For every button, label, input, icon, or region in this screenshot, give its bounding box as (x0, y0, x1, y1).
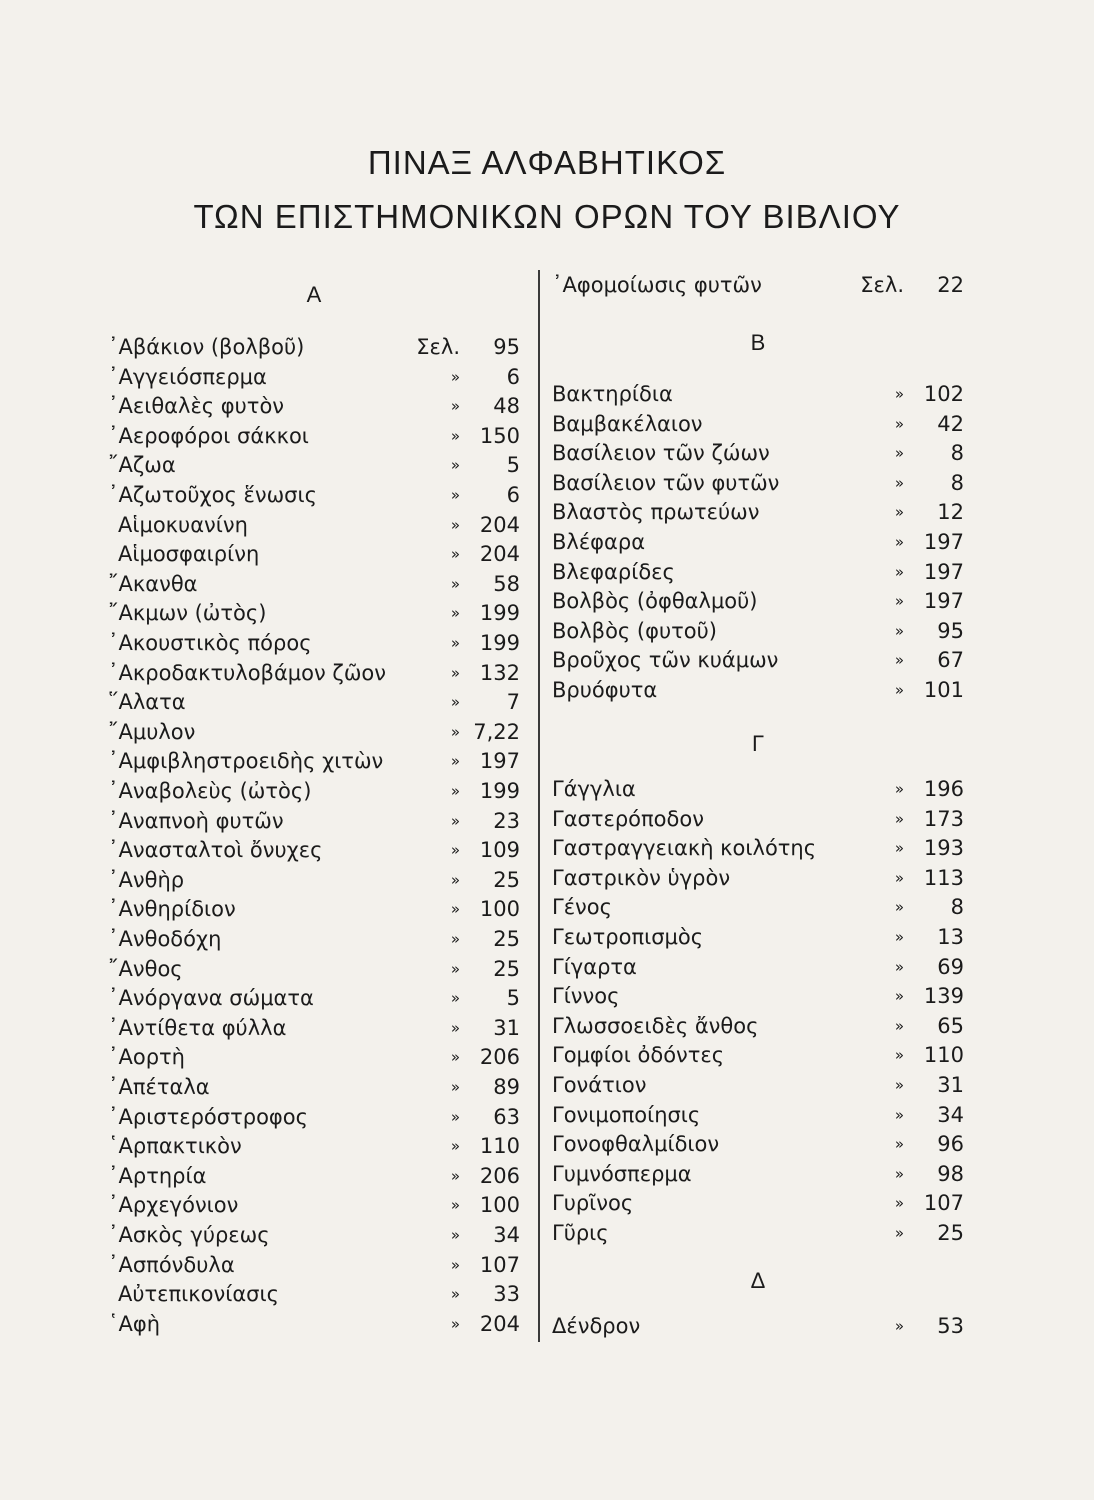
entry-page: 197 (923, 560, 964, 584)
entry-term: Γαστρικὸν ὑγρὸν (552, 866, 731, 890)
entry-term: Γυρῖνος (552, 1191, 634, 1215)
ditto-mark: » (894, 533, 904, 551)
index-entry (108, 746, 520, 776)
index-entry (552, 1159, 964, 1189)
ditto-mark: » (894, 928, 904, 946)
entry-term: ᾿Αναπνοὴ φυτῶν (108, 809, 284, 833)
ditto-mark: » (450, 664, 460, 682)
index-entry (108, 1013, 520, 1043)
entry-term: Γίγαρτα (552, 955, 637, 979)
index-entry (552, 922, 964, 952)
entry-term: ῾Αρπακτικὸν (108, 1134, 242, 1158)
index-entry (108, 421, 520, 451)
entry-page: 96 (937, 1132, 964, 1156)
index-entry (108, 569, 520, 599)
entry-page: 25 (493, 957, 520, 981)
ditto-mark: » (894, 415, 904, 433)
entry-term: Δένδρον (552, 1314, 641, 1338)
entry-term: ᾿Ανθοδόχη (108, 927, 222, 951)
index-entry (552, 675, 964, 705)
entry-term: Βλεφαρίδες (552, 560, 675, 584)
entry-term: Γίννος (552, 984, 620, 1008)
ditto-mark: » (894, 563, 904, 581)
ditto-mark: » (450, 900, 460, 918)
ditto-mark: » (450, 1019, 460, 1037)
ditto-mark: » (450, 1315, 460, 1333)
index-entry (552, 863, 964, 893)
entry-page: 7,22 (473, 720, 520, 744)
entry-page: 204 (479, 513, 520, 537)
entry-term: Βασίλειον τῶν φυτῶν (552, 471, 780, 495)
entry-page: 22 (937, 273, 964, 297)
index-entry (552, 586, 964, 616)
entry-page: 199 (479, 601, 520, 625)
entry-term: Γλωσσοειδὲς ἄνθος (552, 1014, 759, 1038)
index-entry (552, 833, 964, 863)
entry-term: ᾿Αβάκιον (βολβοῦ) (108, 335, 305, 359)
ditto-mark: » (450, 989, 460, 1007)
entry-term: Γονάτιον (552, 1073, 647, 1097)
index-entry (108, 1072, 520, 1102)
page-prefix: Σελ. (416, 335, 460, 359)
ditto-mark: » (450, 1226, 460, 1244)
index-entry (108, 1042, 520, 1072)
entry-term: ᾿Αναβολεὺς (ὠτὸς) (108, 779, 312, 803)
index-entry (108, 1102, 520, 1132)
entry-term: ᾿Αζωτοῦχος ἕνωσις (108, 483, 317, 507)
entry-page: 5 (506, 453, 520, 477)
entry-page: 31 (937, 1073, 964, 1097)
index-entry (108, 510, 520, 540)
ditto-mark: » (450, 575, 460, 593)
entry-term: Βαμβακέλαιον (552, 412, 703, 436)
ditto-mark: » (894, 681, 904, 699)
index-entry (552, 774, 964, 804)
entry-term: ᾿Ανθηρίδιον (108, 897, 236, 921)
entry-page: 102 (923, 382, 964, 406)
entry-page: 58 (493, 572, 520, 596)
index-entry (108, 628, 520, 658)
ditto-mark: » (894, 1135, 904, 1153)
index-entry (108, 450, 520, 480)
entry-page: 5 (506, 986, 520, 1010)
entry-page: 100 (479, 1193, 520, 1217)
ditto-mark: » (450, 960, 460, 978)
ditto-mark: » (450, 1108, 460, 1126)
index-entry (552, 1040, 964, 1070)
index-entry (108, 1279, 520, 1309)
index-entry (108, 954, 520, 984)
entry-page: 107 (479, 1253, 520, 1277)
index-entry (108, 1220, 520, 1250)
index-entry (108, 1309, 520, 1339)
entry-page: 150 (479, 424, 520, 448)
ditto-mark: » (450, 368, 460, 386)
index-entry (552, 1070, 964, 1100)
index-entry (108, 539, 520, 569)
entry-term: Γονοφθαλμίδιον (552, 1132, 720, 1156)
index-entry (552, 270, 964, 300)
ditto-mark: » (450, 456, 460, 474)
entry-term: ῞Αλατα (108, 690, 186, 714)
index-entry (552, 1188, 964, 1218)
ditto-mark: » (894, 592, 904, 610)
ditto-mark: » (894, 1017, 904, 1035)
entry-term: ᾿Ανόργανα σώματα (108, 986, 314, 1010)
entry-page: 67 (937, 648, 964, 672)
entry-term: Βολβὸς (ὀφθαλμοῦ) (552, 589, 758, 613)
entry-term: ῎Ανθος (108, 957, 183, 981)
index-entry (552, 409, 964, 439)
entry-page: 34 (493, 1223, 520, 1247)
ditto-mark: » (894, 1317, 904, 1335)
entry-term: Γεωτροπισμὸς (552, 925, 704, 949)
ditto-mark: » (450, 397, 460, 415)
ditto-mark: » (894, 1165, 904, 1183)
ditto-mark: » (894, 651, 904, 669)
ditto-mark: » (450, 693, 460, 711)
index-entry (108, 806, 520, 836)
entry-page: 13 (937, 925, 964, 949)
index-entry (552, 1100, 964, 1130)
entry-term: ᾿Αειθαλὲς φυτὸν (108, 394, 285, 418)
ditto-mark: » (450, 1196, 460, 1214)
index-entry (108, 658, 520, 688)
entry-term: Γένος (552, 895, 612, 919)
entry-page: 100 (479, 897, 520, 921)
ditto-mark: » (450, 1285, 460, 1303)
ditto-mark: » (894, 810, 904, 828)
entry-page: 139 (923, 984, 964, 1008)
entry-page: 107 (923, 1191, 964, 1215)
ditto-mark: » (450, 1078, 460, 1096)
ditto-mark: » (894, 780, 904, 798)
entry-term: Γαστερόποδον (552, 807, 704, 831)
index-entry (108, 362, 520, 392)
entry-term: ᾿Αορτὴ (108, 1045, 185, 1069)
section-letter: Δ (750, 1268, 766, 1293)
column-divider (538, 270, 540, 1342)
entry-page: 199 (479, 631, 520, 655)
entry-term: ᾿Αφομοίωσις φυτῶν (552, 273, 762, 297)
index-entry (552, 892, 964, 922)
entry-page: 48 (493, 394, 520, 418)
entry-page: 31 (493, 1016, 520, 1040)
entry-page: 95 (493, 335, 520, 359)
index-entry (552, 616, 964, 646)
entry-page: 197 (923, 589, 964, 613)
entry-term: Βροῦχος τῶν κυάμων (552, 648, 779, 672)
entry-term: ᾿Ακουστικὸς πόρος (108, 631, 312, 655)
page-subtitle: ΤΩΝ ΕΠΙΣΤΗΜΟΝΙΚΩΝ ΟΡΩΝ ΤΟΥ ΒΙΒΛΙΟΥ (193, 198, 901, 235)
ditto-mark: » (450, 930, 460, 948)
index-entry (108, 687, 520, 717)
section-letter: Β (750, 330, 766, 355)
index-entry (108, 776, 520, 806)
page-prefix: Σελ. (860, 273, 904, 297)
entry-term: Αὐτεπικονίασις (118, 1282, 279, 1306)
entry-page: 65 (937, 1014, 964, 1038)
ditto-mark: » (450, 486, 460, 504)
entry-page: 6 (506, 483, 520, 507)
entry-term: ῎Αζωα (108, 453, 176, 477)
entry-term: Γομφίοι ὀδόντες (552, 1043, 725, 1067)
index-entry (552, 1011, 964, 1041)
entry-term: ῎Αμυλον (108, 720, 196, 744)
entry-page: 173 (923, 807, 964, 831)
entry-term: ᾿Απέταλα (108, 1075, 210, 1099)
entry-page: 197 (479, 749, 520, 773)
index-entry (552, 952, 964, 982)
entry-term: ᾿Αριστερόστροφος (108, 1105, 308, 1129)
index-entry (552, 1129, 964, 1159)
entry-term: Γάγγλια (552, 777, 636, 801)
entry-term: ᾿Αρτηρία (108, 1164, 207, 1188)
ditto-mark: » (894, 1194, 904, 1212)
index-entry (552, 468, 964, 498)
index-entry (552, 645, 964, 675)
page-title: ΠΙΝΑΞ ΑΛΦΑΒΗΤΙΚΟΣ (367, 144, 727, 181)
entry-page: 25 (493, 868, 520, 892)
entry-term: ᾿Αεροφόροι σάκκοι (108, 424, 309, 448)
entry-page: 34 (937, 1103, 964, 1127)
entry-term: Γῦρις (552, 1221, 609, 1245)
entry-term: ᾿Ασπόνδυλα (108, 1253, 235, 1277)
index-entry (552, 557, 964, 587)
ditto-mark: » (894, 503, 904, 521)
ditto-mark: » (450, 812, 460, 830)
index-entry (108, 894, 520, 924)
entry-page: 25 (937, 1221, 964, 1245)
entry-page: 197 (923, 530, 964, 554)
entry-page: 8 (950, 441, 964, 465)
index-entry (108, 391, 520, 421)
ditto-mark: » (894, 385, 904, 403)
ditto-mark: » (894, 444, 904, 462)
entry-page: 42 (937, 412, 964, 436)
entry-page: 109 (479, 838, 520, 862)
entry-term: Γαστραγγειακὴ κοιλότης (552, 836, 817, 860)
entry-term: Βρυόφυτα (552, 678, 658, 702)
entry-page: 132 (479, 661, 520, 685)
ditto-mark: » (894, 987, 904, 1005)
ditto-mark: » (450, 634, 460, 652)
ditto-mark: » (894, 898, 904, 916)
entry-term: ᾿Ανθὴρ (108, 868, 185, 892)
index-entry (552, 804, 964, 834)
entry-page: 23 (493, 809, 520, 833)
entry-term: ᾿Αμφιβληστροειδὴς χιτὼν (108, 749, 384, 773)
index-entry (552, 1218, 964, 1248)
entry-term: Βλέφαρα (552, 530, 646, 554)
entry-page: 206 (479, 1164, 520, 1188)
index-entry (108, 598, 520, 628)
entry-term: Βασίλειον τῶν ζώων (552, 441, 770, 465)
entry-page: 33 (493, 1282, 520, 1306)
index-entry (108, 924, 520, 954)
ditto-mark: » (450, 1167, 460, 1185)
ditto-mark: » (894, 1106, 904, 1124)
index-entry (552, 438, 964, 468)
ditto-mark: » (894, 622, 904, 640)
entry-term: Βολβὸς (φυτοῦ) (552, 619, 717, 643)
ditto-mark: » (450, 1256, 460, 1274)
index-entry (108, 480, 520, 510)
entry-page: 199 (479, 779, 520, 803)
index-entry (108, 332, 520, 362)
entry-term: Γονιμοποίησις (552, 1103, 701, 1127)
entry-page: 113 (923, 866, 964, 890)
index-entry (552, 497, 964, 527)
ditto-mark: » (450, 516, 460, 534)
ditto-mark: » (894, 958, 904, 976)
index-entry (108, 1161, 520, 1191)
entry-page: 6 (506, 365, 520, 389)
entry-term: Αἱμοκυανίνη (118, 513, 248, 537)
ditto-mark: » (450, 1137, 460, 1155)
entry-page: 206 (479, 1045, 520, 1069)
ditto-mark: » (450, 1048, 460, 1066)
ditto-mark: » (450, 841, 460, 859)
entry-term: Βλαστὸς πρωτεύων (552, 500, 760, 524)
entry-term: ᾿Ακροδακτυλοβάμον ζῶον (108, 661, 387, 685)
entry-page: 8 (950, 895, 964, 919)
section-letter: Α (306, 282, 322, 307)
ditto-mark: » (450, 545, 460, 563)
entry-term: ᾿Αρχεγόνιον (108, 1193, 239, 1217)
entry-page: 53 (937, 1314, 964, 1338)
index-entry (108, 1131, 520, 1161)
entry-term: Γυμνόσπερμα (552, 1162, 692, 1186)
entry-term: ᾿Ανασταλτοὶ ὄνυχες (108, 838, 323, 862)
ditto-mark: » (894, 1224, 904, 1242)
entry-page: 7 (506, 690, 520, 714)
ditto-mark: » (450, 427, 460, 445)
entry-page: 110 (923, 1043, 964, 1067)
ditto-mark: » (894, 839, 904, 857)
entry-term: ῎Ακανθα (108, 572, 198, 596)
entry-term: ῎Ακμων (ὠτὸς) (108, 601, 267, 625)
index-entry (108, 1250, 520, 1280)
index-entry (108, 1190, 520, 1220)
entry-page: 101 (923, 678, 964, 702)
index-entry (108, 865, 520, 895)
entry-term: Αἱμοσφαιρίνη (118, 542, 260, 566)
ditto-mark: » (894, 869, 904, 887)
entry-page: 110 (479, 1134, 520, 1158)
entry-page: 8 (950, 471, 964, 495)
entry-term: ᾿Αντίθετα φύλλα (108, 1016, 287, 1040)
ditto-mark: » (450, 723, 460, 741)
entry-page: 193 (923, 836, 964, 860)
entry-term: ᾿Αγγειόσπερμα (108, 365, 267, 389)
ditto-mark: » (894, 474, 904, 492)
entry-page: 89 (493, 1075, 520, 1099)
entry-page: 12 (937, 500, 964, 524)
index-entry (108, 835, 520, 865)
ditto-mark: » (894, 1046, 904, 1064)
entry-page: 98 (937, 1162, 964, 1186)
ditto-mark: » (450, 871, 460, 889)
entry-page: 63 (493, 1105, 520, 1129)
index-entry (108, 717, 520, 747)
entry-term: ῾Αφὴ (108, 1312, 161, 1336)
ditto-mark: » (894, 1076, 904, 1094)
index-entry (552, 379, 964, 409)
index-entry (552, 981, 964, 1011)
entry-page: 69 (937, 955, 964, 979)
ditto-mark: » (450, 752, 460, 770)
entry-page: 95 (937, 619, 964, 643)
entry-page: 196 (923, 777, 964, 801)
entry-page: 204 (479, 1312, 520, 1336)
section-letter: Γ (751, 731, 765, 756)
ditto-mark: » (450, 782, 460, 800)
entry-page: 25 (493, 927, 520, 951)
entry-page: 204 (479, 542, 520, 566)
index-entry (552, 1311, 964, 1341)
index-entry (108, 983, 520, 1013)
entry-term: Βακτηρίδια (552, 382, 673, 406)
entry-term: ᾿Ασκὸς γύρεως (108, 1223, 270, 1247)
ditto-mark: » (450, 604, 460, 622)
index-entry (552, 527, 964, 557)
